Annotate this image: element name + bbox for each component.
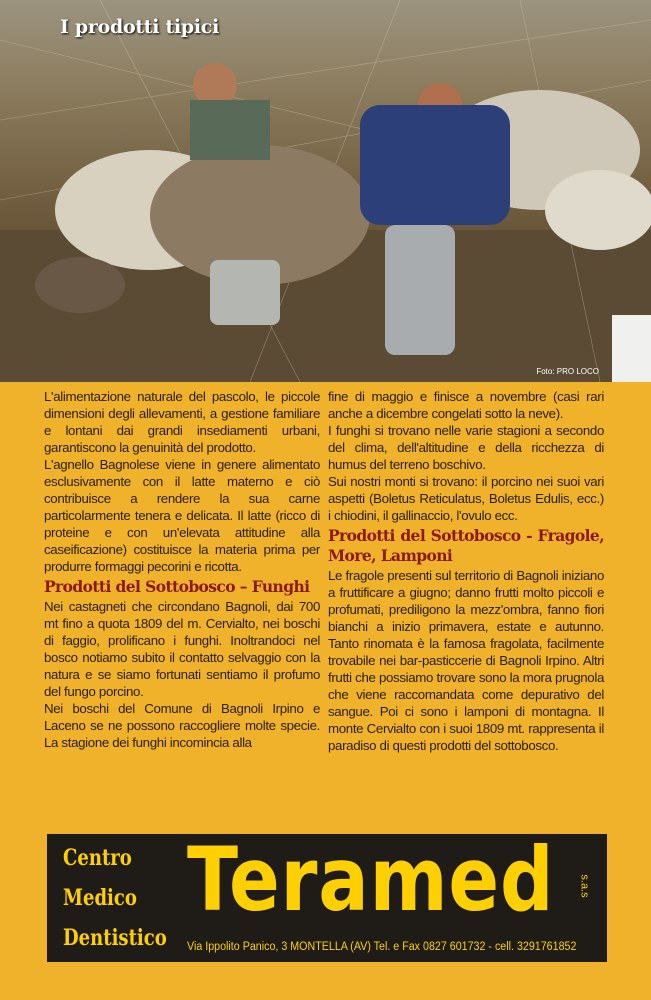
photo-illustration — [0, 0, 651, 382]
paragraph: L'agnello Bagnolese viene in genere alimentato esclusivamente con il latte materno e ciò contribuisce a rendere la sua carne particolarmente tenera e delicata. Il latte (ricco di proteine e con un'elevata attitudine alla caseificazione) costituisce la materia prima per produrre formaggi pecorini e ricotta. — [44, 457, 320, 574]
paragraph: Nei boschi del Comune di Bagnoli Irpino e Laceno se ne possono raccogliere molte specie. La stagione dei funghi incomincia alla — [44, 701, 320, 750]
paragraph: fine di maggio e finisce a novembre (casi rari anche a dicembre congelati sotto la neve). — [328, 389, 604, 421]
right-column — [328, 388, 604, 754]
teramed-advertisement — [47, 834, 607, 962]
paragraph: Sui nostri monti si trovano: il porcino nei suoi vari aspetti (Boletus Reticulatus, Boletus Edulis, ecc.) i chiodini, il gallinaccio, l'ovulo ecc. — [328, 474, 604, 523]
photo-title: I prodotti tipici — [60, 16, 219, 38]
photo-credit: Foto: PRO LOCO — [536, 367, 599, 376]
ad-brand-logo: Teramed — [187, 834, 555, 931]
left-column — [44, 388, 320, 751]
paragraph: Nei castagneti che circondano Bagnoli, dai 700 mt fino a quota 1809 del m. Cervialto, nei boschi di faggio, prolificano i funghi. Inoltrandoci nel bosco notiamo subito il contatto selvaggio con la natura e se siamo fortunati sentiamo il profumo del fungo porcino. — [44, 599, 320, 699]
sheep-milking-photo — [0, 0, 651, 382]
ad-brand-suffix: s.a.s — [578, 874, 591, 898]
paragraph: Le fragole presenti sul territorio di Bagnoli iniziano a fruttificare a giugno; danno frutti molto piccoli e profumati, prediligono la mezz'ombra, fanno fiori bianchi a inizio primavera, estate e autunno. Tanto rinomata è la famosa fragolata, facilmente trovabile nei bar-pasticcerie di Bagnoli Irpino. Altri frutti che possiamo trovare sono la mora prugnola che viene raccomandata come depurativo del sangue. Poi ci sono i lamponi di montagna. Il monte Cervialto con i suoi 1809 mt. rappresenta il paradiso di questi prodotti del sottobosco. — [328, 568, 604, 753]
ad-clinic-type — [63, 838, 167, 958]
ad-address: Via Ippolito Panico, 3 MONTELLA (AV) Tel. e Fax 0827 601732 - cell. 3291761852 — [187, 941, 577, 953]
paragraph: L'alimentazione naturale del pascolo, le piccole dimensioni degli allevamenti, a gestione familiare e lontani dai grandi insediamenti urbani, garantiscono la genuinità del prodotto. — [44, 389, 320, 455]
ad-line-dentistico: Dentistico — [63, 925, 167, 951]
ad-line-centro: Centro — [63, 845, 132, 871]
ad-line-medico: Medico — [63, 885, 137, 911]
paragraph: I funghi si trovano nelle varie stagioni a secondo del clima, dell'altitudine e della ricchezza di humus del terreno boschivo. — [328, 423, 604, 472]
section-heading-fragole: Prodotti del Sottobosco - Fragole, More, Lamponi — [328, 526, 604, 565]
section-heading-funghi: Prodotti del Sottobosco – Funghi — [44, 577, 310, 596]
